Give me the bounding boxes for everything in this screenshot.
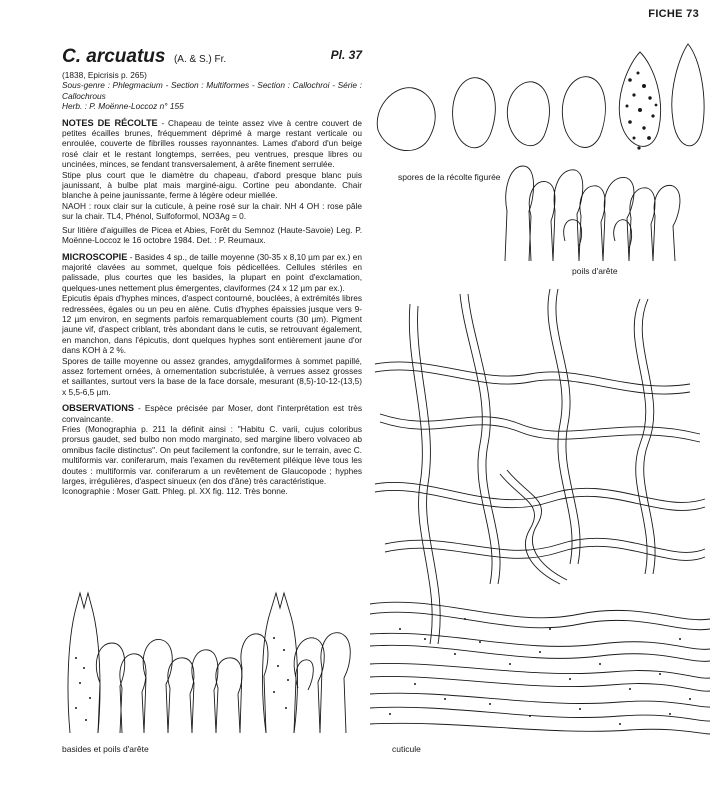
citation: (1838, Epicrisis p. 265) xyxy=(62,70,147,80)
obs-para-2: Fries (Monographia p. 211 la définit ainsi : "Habitu C. varii, cujus coloribus prorsus gaudet, sed bulbo non modo marginato, sed margine libero volvaceo ab omnibus facile distinctus". On peut facilement la confondre, sur le terrain, avec C. multiformis var. coniferarum, mais l'examen du revêtement piléique lève tous les doutes : multiformis var. coniferarum a un revêtement de Glaucopode ; hyphes larges, irrégulières, d'aspect sinueux (en dos d'âne) très caractéristique. xyxy=(62,424,362,487)
recolte-para-1: NOTES DE RÉCOLTE - Chapeau de teinte assez vive à centre couvert de petites écailles brunes, fréquemment déprimé à marge restant verticale ou enroulée, couverte de fibrilles rousses rayonnantes. Lames d'abord d'un beige rosé clair et le restant longtemps, serrées, peu ventrues, presque libres ou uncinées, minces, se fendant transversalement, à arête finement serrulée. xyxy=(62,117,362,170)
spore xyxy=(562,77,605,148)
classification: Sous-genre : Phlegmacium - Section : Multiformes - Section : Callochroi - Série : Callochrous xyxy=(62,80,362,101)
micro-para-1: MICROSCOPIE - Basides 4 sp., de taille moyenne (30-35 x 8,10 µm par ex.) en majorité clavées au sommet, quelque fois pédicellées. Cellules stériles en palissade, plus courtes que les basides, la plupart en point d'exclamation, quelques-unes nettement plus émergentes, claviformes (24 x 12 µm par ex.). xyxy=(62,251,362,293)
caption-poils: poils d'arête xyxy=(572,266,618,276)
micro-para-3: Spores de taille moyenne ou assez grandes, amygdaliformes à sommet papillé, assez fortement ornées, à ornementation subcristulée, à verrues assez grosses et saillantes, surtout vers la base de la face dorsale, mesurant (8,5)-10-12-(13,5) x 5,5-6,5 µm. xyxy=(62,355,362,397)
title-row xyxy=(62,46,362,68)
microscopie-heading: MICROSCOPIE xyxy=(62,251,128,262)
cuticule-illustration xyxy=(370,284,710,744)
micro-para-2: Epicutis épais d'hyphes minces, d'aspect contourné, bouclées, à extrémités libres redressées, égales ou un peu en alène. Cutis d'hyphes épaissies jusque vers 9-12 µm environ, en segments parfois remarquablement courts (30 µm). Pigment jaune vif, d'aspect criblant, très abondant dans le cutis, se retrouvant également, en manchon, dans l'épicutis, dont quelques hyphes sont entièrement jaune d'or dans KOH à 2 %. xyxy=(62,293,362,356)
recolte-para-2: Stipe plus court que le diamètre du chapeau, d'abord presque blanc puis jaunissant, à bulbe plat mais marginé-aigu. Cortine peu abondante. Chair blanche à peine jaunissante, ferme à légère odeur miellée. xyxy=(62,169,362,201)
plate-number: Pl. 37 xyxy=(330,48,362,62)
caption-spores: spores de la récolte figurée xyxy=(398,172,501,182)
species-authors: (A. & S.) Fr. xyxy=(173,54,227,65)
recolte-heading: NOTES DE RÉCOLTE xyxy=(62,117,158,128)
observations-heading: OBSERVATIONS xyxy=(62,403,134,414)
spore xyxy=(377,88,435,151)
recolte-para-4: Sur litière d'aiguilles de Picea et Abies, Forêt du Semnoz (Haute-Savoie) Leg. P. Moënne-Loccoz le 16 octobre 1984. Det. : P. Reumaux. xyxy=(62,224,362,246)
herbarium: Herb. : P. Moënne-Loccoz n° 155 xyxy=(62,101,184,112)
spore xyxy=(507,82,549,146)
basides-pigment-dots xyxy=(75,637,289,721)
spore xyxy=(672,44,704,146)
obs-para-3: Iconographie : Moser Gatt. Phleg. pl. XX fig. 112. Très bonne. xyxy=(62,486,288,497)
caption-basides: basides et poils d'arête xyxy=(62,744,149,754)
spore xyxy=(453,78,496,148)
caption-cuticule: cuticule xyxy=(392,744,421,754)
spore-ornamentation xyxy=(626,72,658,150)
cuticule-pigment-dots xyxy=(389,618,691,725)
spore xyxy=(619,52,660,146)
basides-illustration xyxy=(62,588,362,738)
text-column xyxy=(62,70,362,497)
spores-illustration xyxy=(368,40,708,165)
obs-para-1: OBSERVATIONS - Espèce précisée par Moser, dont l'interprétation est très convaincante. xyxy=(62,403,362,424)
poils-arete-illustration xyxy=(495,156,695,271)
poil-arete xyxy=(68,593,100,733)
recolte-para-3: NAOH : roux clair sur la cuticule, à peine rosé sur la chair. NH 4 OH : rose pâle sur la chair. TL4, Phénol, Sulfoformol, NO3Ag = 0. xyxy=(62,200,362,222)
fiche-number: FICHE 73 xyxy=(648,8,699,20)
species-name: C. arcuatus xyxy=(62,46,166,67)
